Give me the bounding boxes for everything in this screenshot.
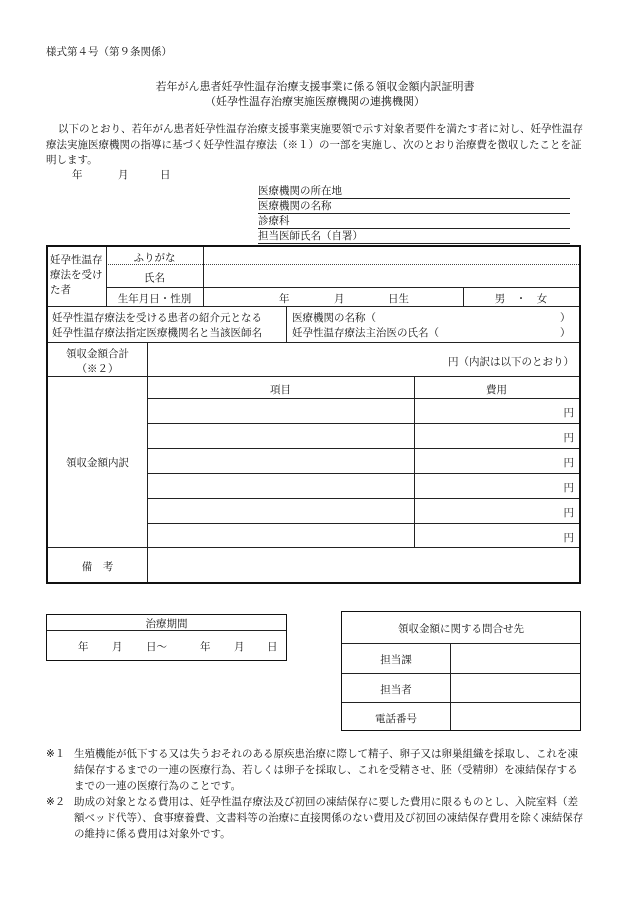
breakdown-row-line [147, 523, 579, 524]
note-1 [46, 746, 586, 794]
name-input[interactable] [206, 266, 576, 286]
dob-month: 月 [334, 293, 345, 305]
note-1-mark: ※１ [46, 748, 66, 760]
patient-group-label: 妊孕性温存療法を受けた者 [50, 254, 103, 296]
furigana-input[interactable] [206, 247, 576, 264]
referral-doctor-label: 妊孕性温存療法主治医の氏名（ [292, 327, 439, 339]
referral-label-line1: 妊孕性温存療法を受ける患者の紹介元となる [52, 312, 262, 324]
name-label: 氏名 [144, 272, 165, 284]
institution-name-field[interactable]: 医療機関の名称 [258, 198, 570, 214]
inquiry-department-label: 担当課 [380, 654, 412, 666]
breakdown-row-line [147, 498, 579, 499]
breakdown-row-line [147, 473, 579, 474]
name-divider [106, 287, 579, 288]
note-1-text: 生殖機能が低下する又は失うおそれのある原疾患治療に際して精子、卵子又は卵巣組織を採取し、これを凍結保存するまでの一連の医療行為、若しくは卵子を採取し、これを受精させ、胚（受精卵）を凍結保存するまでの一連の医療行為のことです。 [74, 748, 578, 792]
breakdown-cost[interactable]: 円 [563, 482, 574, 494]
note-2-text: 助成の対象となる費用は、妊孕性温存療法及び初回の凍結保存に要した費用に限るものとし、入院室料（差額ベッド代等）、食事療養費、文書料等の治療に直接関係のない費用及び初回の凍結保存費用を除く凍結保存の維持に係る費用は対象外です。 [74, 796, 584, 840]
note-2 [46, 794, 586, 842]
total-label: 領収金額合計 [66, 348, 129, 360]
document-title: 若年がん患者妊孕性温存治療支援事業に係る領収金額内訳証明書 [155, 80, 475, 93]
breakdown-header-divider [147, 398, 579, 399]
inquiry-divider [342, 673, 580, 674]
dob-day: 日生 [388, 293, 409, 305]
referral-doctor-close: ） [560, 327, 571, 339]
breakdown-cost[interactable]: 円 [563, 532, 574, 544]
remarks-input[interactable] [150, 550, 576, 580]
period-end-year: 年 [200, 641, 211, 653]
patient-field-divider [203, 247, 204, 306]
inquiry-phone-label: 電話番号 [375, 713, 417, 725]
inquiry-department-input[interactable] [453, 646, 577, 671]
item-column-header: 項目 [270, 384, 291, 396]
referral-institution-close: ） [560, 312, 571, 324]
inquiry-person-input[interactable] [453, 676, 577, 701]
doctor-signature-field[interactable]: 担当医師氏名（自署） [258, 228, 570, 244]
sex-options[interactable]: 男 ・ 女 [494, 293, 548, 305]
referral-divider-v [286, 306, 287, 342]
period-start-year: 年 [78, 641, 89, 653]
inquiry-column-divider [450, 643, 451, 730]
furigana-label: ふりがな [133, 252, 176, 264]
period-start-month: 月 [112, 641, 123, 653]
total-label-note: （※２） [76, 363, 119, 375]
breakdown-row-line [147, 423, 579, 424]
period-start-day: 日〜 [146, 641, 167, 653]
period-end-day: 日 [267, 641, 278, 653]
period-end-month: 月 [234, 641, 245, 653]
department-field[interactable]: 診療科 [258, 213, 570, 229]
referral-label-line2: 妊孕性温存療法指定医療機関名と当該医師名 [52, 327, 262, 339]
inquiry-title: 領収金額に関する問合せ先 [398, 623, 524, 635]
breakdown-cost[interactable]: 円 [563, 457, 574, 469]
label-column-divider [147, 342, 148, 582]
date-day: 日 [160, 169, 171, 181]
dob-sex-label: 生年月日・性別 [117, 293, 192, 305]
remarks-label: 備 考 [81, 561, 114, 573]
dob-year: 年 [279, 293, 290, 305]
referral-divider [48, 342, 579, 343]
treatment-period-title: 治療期間 [145, 618, 188, 630]
intro-paragraph: 以下のとおり、若年がん患者妊孕性温存治療支援事業実施要領で示す対象者要件を満たす者に対し、妊孕性温存療法実施医療機関の指導に基づく妊孕性温存療法（※１）の一部を実施し、次のとおり治療費を徴収したことを証明します。 [46, 123, 583, 166]
note-2-mark: ※２ [46, 796, 66, 808]
breakdown-label: 領収金額内訳 [66, 457, 129, 469]
breakdown-cost[interactable]: 円 [563, 407, 574, 419]
referral-institution-label: 医療機関の名称（ [292, 312, 376, 324]
inquiry-person-label: 担当者 [380, 684, 412, 696]
date-month: 月 [118, 169, 129, 181]
patient-divider [48, 306, 579, 307]
total-divider [48, 376, 579, 377]
inquiry-divider [342, 643, 580, 644]
breakdown-cost[interactable]: 円 [563, 432, 574, 444]
remarks-divider [48, 547, 579, 548]
cost-column-divider [414, 376, 415, 547]
breakdown-row-line [147, 448, 579, 449]
form-number: 様式第４号（第９条関係） [46, 46, 172, 58]
total-value[interactable]: 円（内訳は以下のとおり） [448, 356, 574, 368]
date-year: 年 [72, 169, 83, 181]
inquiry-phone-input[interactable] [453, 705, 577, 729]
document-subtitle: （妊孕性温存治療実施医療機関の連携機関） [205, 95, 425, 108]
inquiry-divider [342, 702, 580, 703]
institution-address-field[interactable]: 医療機関の所在地 [258, 183, 570, 199]
cost-column-header: 費用 [486, 384, 507, 396]
breakdown-cost[interactable]: 円 [563, 507, 574, 519]
